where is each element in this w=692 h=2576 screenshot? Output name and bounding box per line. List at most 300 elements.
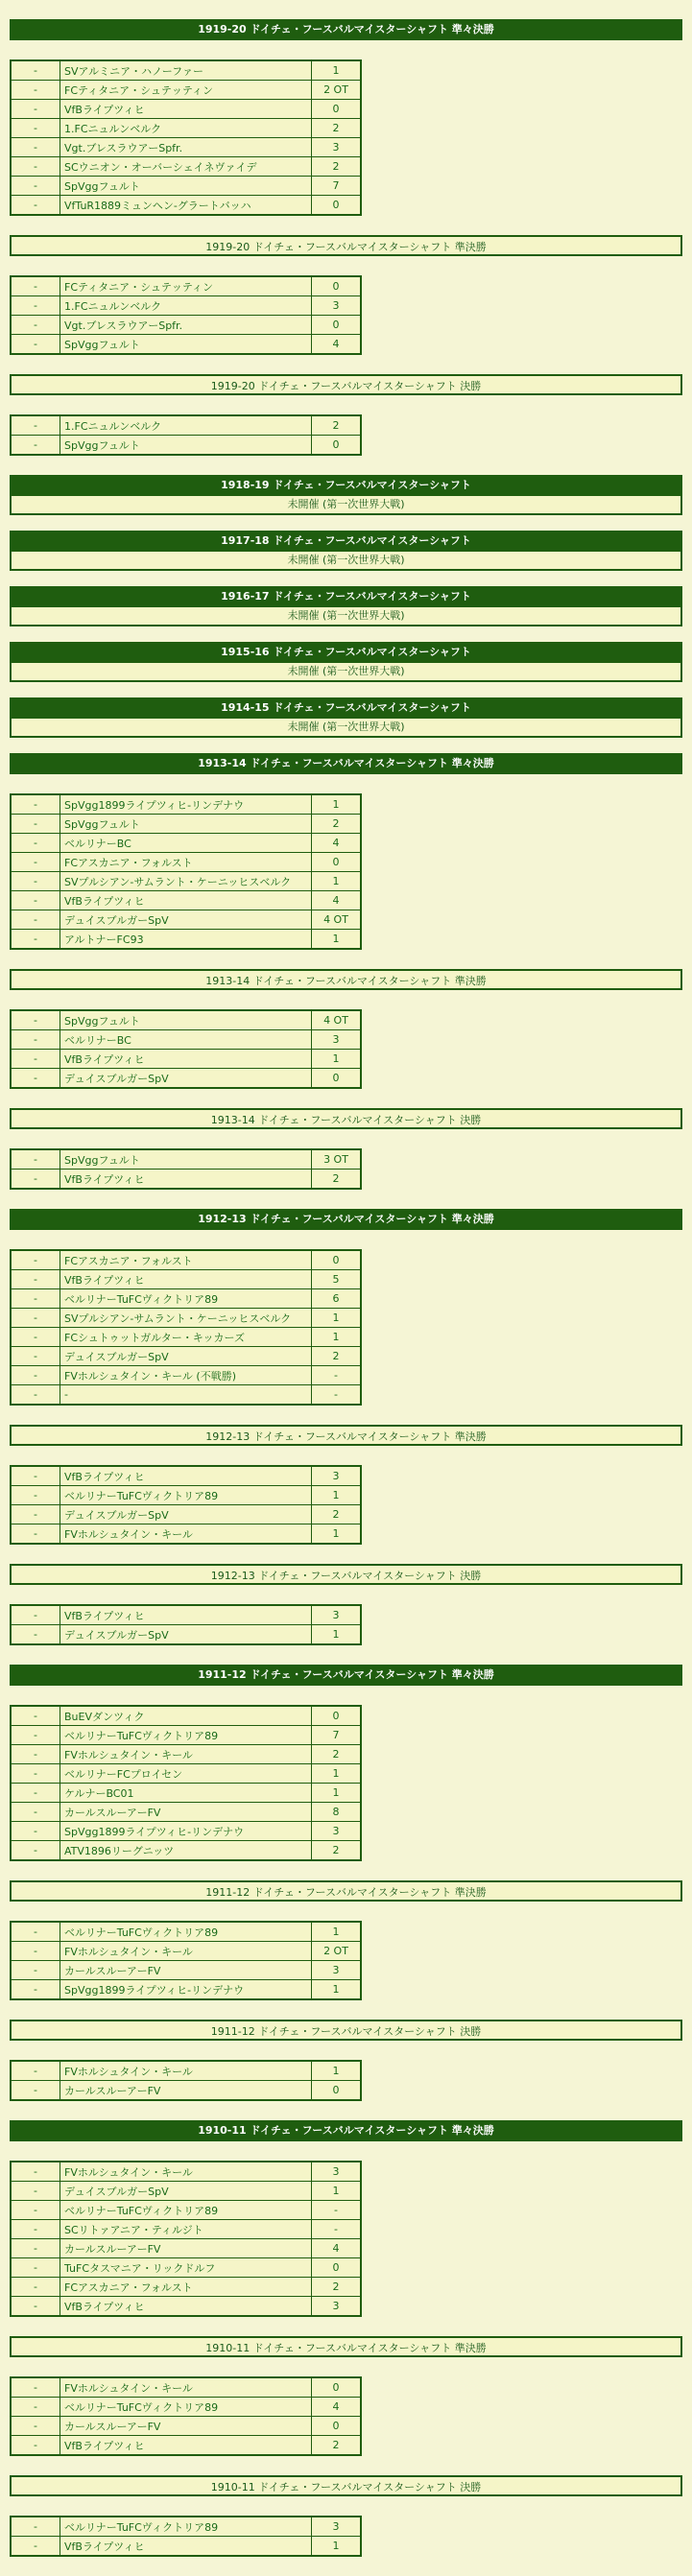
table-row xyxy=(11,1270,361,1289)
match-date: - xyxy=(11,1961,60,1980)
team-name: FVホルシュタイン・キール xyxy=(60,1942,312,1961)
match-date: - xyxy=(11,1149,60,1170)
score: 2 xyxy=(332,1172,340,1185)
score: 1 xyxy=(332,1527,340,1540)
team-name: デュイスブルガーSpV xyxy=(60,1347,312,1366)
team-name: FVホルシュタイン・キール xyxy=(60,1524,312,1545)
table-row xyxy=(11,60,361,81)
match-table xyxy=(10,2060,362,2101)
match-date: - xyxy=(11,1841,60,1861)
table-row xyxy=(11,2517,361,2537)
score: 1 xyxy=(312,1309,362,1328)
match-table xyxy=(10,1921,362,2000)
table-row xyxy=(11,815,361,834)
score: 4 xyxy=(312,834,362,853)
score: 0 xyxy=(312,853,362,872)
match-date: - xyxy=(11,1347,60,1366)
table-row xyxy=(11,1170,361,1190)
team-name: カールスルーアーFV xyxy=(60,2417,312,2436)
score: 0 xyxy=(312,316,362,335)
match-table xyxy=(10,59,362,216)
score: 3 xyxy=(312,1466,362,1486)
table-row xyxy=(11,196,361,216)
team-name: FCティタニア・シュテッティン xyxy=(60,276,312,296)
team-name: 1.FCニュルンベルク xyxy=(60,119,312,138)
score: - xyxy=(312,1366,362,1385)
team-name: FCアスカニア・フォルスト xyxy=(60,1250,312,1270)
section-title: 1912-13 ドイチェ・フースバルマイスターシャフト 決勝 xyxy=(10,1564,682,1585)
section-title: 1910-11 ドイチェ・フースバルマイスターシャフト 準決勝 xyxy=(10,2336,682,2357)
score: 1 xyxy=(312,1050,362,1069)
match-date: - xyxy=(11,1289,60,1309)
score: 7 xyxy=(312,177,362,196)
match-date: - xyxy=(11,1030,60,1050)
team-name: Vgt.ブレスラウアーSpfr. xyxy=(60,138,312,157)
table-row xyxy=(11,1366,361,1385)
table-row xyxy=(11,276,361,296)
score: 3 xyxy=(332,2300,340,2312)
season-section xyxy=(0,2120,692,2317)
team-name: VfBライプツィヒ xyxy=(60,2436,312,2456)
match-date: - xyxy=(11,436,60,456)
table-row xyxy=(11,2537,361,2557)
team-name: FVホルシュタイン・キール xyxy=(60,1745,312,1764)
score: 0 xyxy=(312,2258,362,2278)
table-row xyxy=(11,1605,361,1625)
team-name: カールスルーアーFV xyxy=(60,1961,312,1980)
table-row xyxy=(11,316,361,335)
match-date: - xyxy=(11,2417,60,2436)
team-name: デュイスブルガーSpV xyxy=(60,1505,312,1524)
season-section xyxy=(0,19,692,216)
team-name: VfBライプツィヒ xyxy=(60,2537,312,2557)
team-name: FCシュトゥットガルター・キッカーズ xyxy=(60,1328,312,1347)
team-name: SpVggフュルト xyxy=(60,815,312,834)
match-date: - xyxy=(11,794,60,815)
table-row xyxy=(11,436,361,456)
season-section xyxy=(0,1880,692,2000)
not-held-note: 未開催 (第一次世界大戦) xyxy=(10,719,682,738)
match-date: - xyxy=(11,2297,60,2317)
section-title: 1910-11 ドイチェ・フースバルマイスターシャフト 決勝 xyxy=(10,2475,682,2496)
table-row xyxy=(11,2061,361,2081)
season-section xyxy=(0,374,692,456)
score: 2 xyxy=(332,2439,340,2451)
team-name: FCアスカニア・フォルスト xyxy=(60,853,312,872)
match-date: - xyxy=(11,1524,60,1545)
section-title: 1912-13 ドイチェ・フースバルマイスターシャフト 準々決勝 xyxy=(10,1209,682,1230)
match-date: - xyxy=(11,891,60,910)
table-row xyxy=(11,891,361,910)
score: 1 xyxy=(312,60,362,81)
match-table xyxy=(10,414,362,456)
match-table xyxy=(10,275,362,355)
match-date: - xyxy=(11,910,60,930)
match-table xyxy=(10,1148,362,1190)
table-row xyxy=(11,2417,361,2436)
table-row xyxy=(11,1505,361,1524)
match-date: - xyxy=(11,1726,60,1745)
section-title: 1913-14 ドイチェ・フースバルマイスターシャフト 決勝 xyxy=(10,1108,682,1129)
season-section xyxy=(0,1108,692,1190)
team-name: VfBライプツィヒ xyxy=(60,2297,312,2317)
table-row xyxy=(11,100,361,119)
match-date: - xyxy=(11,2201,60,2220)
score: 0 xyxy=(332,1072,340,1084)
table-row xyxy=(11,1149,361,1170)
score: 3 OT xyxy=(312,1149,362,1170)
table-row xyxy=(11,872,361,891)
score: 4 OT xyxy=(312,910,362,930)
table-row xyxy=(11,1942,361,1961)
season-section xyxy=(0,475,692,515)
match-date: - xyxy=(11,2081,60,2101)
score: 5 xyxy=(312,1270,362,1289)
table-row xyxy=(11,1822,361,1841)
team-name: TuFCタスマニア・リックドルフ xyxy=(60,2258,312,2278)
score: 0 xyxy=(332,438,340,451)
table-row xyxy=(11,1466,361,1486)
team-name: SpVggフュルト xyxy=(60,436,312,456)
match-date: - xyxy=(11,316,60,335)
table-row xyxy=(11,1030,361,1050)
match-date: - xyxy=(11,1050,60,1069)
table-row xyxy=(11,177,361,196)
section-title: 1919-20 ドイチェ・フースバルマイスターシャフト 準々決勝 xyxy=(10,19,682,40)
match-date: - xyxy=(11,1625,60,1645)
table-row xyxy=(11,1726,361,1745)
table-row xyxy=(11,1706,361,1726)
team-name: ベルリナーTuFCヴィクトリア89 xyxy=(60,2517,312,2537)
table-row xyxy=(11,2436,361,2456)
score: 7 xyxy=(312,1726,362,1745)
match-date: - xyxy=(11,1385,60,1406)
team-name: SpVgg1899ライプツィヒ-リンデナウ xyxy=(60,794,312,815)
section-title: 1911-12 ドイチェ・フースバルマイスターシャフト 準々決勝 xyxy=(10,1665,682,1686)
score: 0 xyxy=(312,276,362,296)
team-name: ベルリナーBC xyxy=(60,834,312,853)
score: 8 xyxy=(312,1803,362,1822)
match-date: - xyxy=(11,1309,60,1328)
match-date: - xyxy=(11,2220,60,2239)
team-name: VfBライプツィヒ xyxy=(60,1605,312,1625)
section-title: 1911-12 ドイチェ・フースバルマイスターシャフト 準決勝 xyxy=(10,1880,682,1902)
team-name: SpVgg1899ライプツィヒ-リンデナウ xyxy=(60,1980,312,2000)
table-row xyxy=(11,1961,361,1980)
table-row xyxy=(11,2239,361,2258)
season-section xyxy=(0,2020,692,2101)
section-title: 1916-17 ドイチェ・フースバルマイスターシャフト xyxy=(10,586,682,607)
table-row xyxy=(11,296,361,316)
score: 1 xyxy=(312,794,362,815)
match-date: - xyxy=(11,1486,60,1505)
team-name: FVホルシュタイン・キール xyxy=(60,2061,312,2081)
match-date: - xyxy=(11,296,60,316)
section-title: 1919-20 ドイチェ・フースバルマイスターシャフト 決勝 xyxy=(10,374,682,395)
score: 3 xyxy=(312,138,362,157)
match-date: - xyxy=(11,2517,60,2537)
not-held-note: 未開催 (第一次世界大戦) xyxy=(10,496,682,515)
section-title: 1912-13 ドイチェ・フースバルマイスターシャフト 準決勝 xyxy=(10,1425,682,1446)
team-name: Vgt.ブレスラウアーSpfr. xyxy=(60,316,312,335)
match-date: - xyxy=(11,1803,60,1822)
team-name: SpVggフュルト xyxy=(60,335,312,355)
section-title: 1914-15 ドイチェ・フースバルマイスターシャフト xyxy=(10,697,682,719)
section-title: 1915-16 ドイチェ・フースバルマイスターシャフト xyxy=(10,642,682,663)
score: 4 xyxy=(332,338,340,350)
match-date: - xyxy=(11,1784,60,1803)
score: 4 xyxy=(312,2239,362,2258)
season-section xyxy=(0,235,692,355)
team-name: ベルリナーTuFCヴィクトリア89 xyxy=(60,2201,312,2220)
team-name: デュイスブルガーSpV xyxy=(60,1625,312,1645)
table-row xyxy=(11,2220,361,2239)
match-date: - xyxy=(11,2239,60,2258)
team-name: ベルリナーTuFCヴィクトリア89 xyxy=(60,1486,312,1505)
match-date: - xyxy=(11,1706,60,1726)
table-row xyxy=(11,853,361,872)
team-name: - xyxy=(60,1385,312,1406)
team-name: 1.FCニュルンベルク xyxy=(60,415,312,436)
score: 0 xyxy=(332,199,340,211)
score: 3 xyxy=(312,1961,362,1980)
score: 4 xyxy=(312,891,362,910)
score: 2 xyxy=(312,1745,362,1764)
table-row xyxy=(11,1050,361,1069)
score: 1 xyxy=(332,1983,340,1996)
match-date: - xyxy=(11,2398,60,2417)
section-title: 1919-20 ドイチェ・フースバルマイスターシャフト 準決勝 xyxy=(10,235,682,256)
team-name: SpVggフュルト xyxy=(60,1010,312,1030)
score: 1 xyxy=(312,1764,362,1784)
table-row xyxy=(11,1922,361,1942)
match-table xyxy=(10,793,362,950)
match-date: - xyxy=(11,60,60,81)
score: 2 OT xyxy=(312,81,362,100)
match-table xyxy=(10,2516,362,2557)
table-row xyxy=(11,834,361,853)
team-name: VfBライプツィヒ xyxy=(60,1050,312,1069)
score: 6 xyxy=(312,1289,362,1309)
team-name: アルトナーFC93 xyxy=(60,930,312,950)
score: 0 xyxy=(312,2377,362,2398)
team-name: VfBライプツィヒ xyxy=(60,1270,312,1289)
team-name: ATV1896リーグニッツ xyxy=(60,1841,312,1861)
table-row xyxy=(11,1625,361,1645)
table-row xyxy=(11,335,361,355)
team-name: ベルリナーFCプロイセン xyxy=(60,1764,312,1784)
match-date: - xyxy=(11,1922,60,1942)
not-held-note: 未開催 (第一次世界大戦) xyxy=(10,552,682,571)
team-name: FVホルシュタイン・キール (不戦勝) xyxy=(60,1366,312,1385)
match-date: - xyxy=(11,1170,60,1190)
score: 0 xyxy=(332,2084,340,2096)
score: 1 xyxy=(312,2061,362,2081)
match-date: - xyxy=(11,196,60,216)
team-name: SpVggフュルト xyxy=(60,177,312,196)
match-date: - xyxy=(11,853,60,872)
score: 2 xyxy=(312,1505,362,1524)
table-row xyxy=(11,157,361,177)
team-name: デュイスブルガーSpV xyxy=(60,1069,312,1089)
score: 3 xyxy=(312,1822,362,1841)
team-name: VfBライプツィヒ xyxy=(60,1466,312,1486)
match-date: - xyxy=(11,1010,60,1030)
match-date: - xyxy=(11,1605,60,1625)
season-section xyxy=(0,697,692,738)
table-row xyxy=(11,1289,361,1309)
section-title: 1917-18 ドイチェ・フースバルマイスターシャフト xyxy=(10,531,682,552)
team-name: ベルリナーTuFCヴィクトリア89 xyxy=(60,2398,312,2417)
team-name: カールスルーアーFV xyxy=(60,2239,312,2258)
table-row xyxy=(11,2377,361,2398)
match-date: - xyxy=(11,157,60,177)
score: 0 xyxy=(312,1250,362,1270)
match-date: - xyxy=(11,930,60,950)
match-date: - xyxy=(11,872,60,891)
match-date: - xyxy=(11,81,60,100)
match-date: - xyxy=(11,815,60,834)
score: 2 xyxy=(312,1347,362,1366)
match-date: - xyxy=(11,1250,60,1270)
score: 4 OT xyxy=(312,1010,362,1030)
score: 0 xyxy=(312,1706,362,1726)
table-row xyxy=(11,1486,361,1505)
score: 3 xyxy=(312,2517,362,2537)
season-section xyxy=(0,2336,692,2456)
team-name: VfBライプツィヒ xyxy=(60,100,312,119)
table-row xyxy=(11,1010,361,1030)
table-row xyxy=(11,2398,361,2417)
table-row xyxy=(11,1385,361,1406)
match-date: - xyxy=(11,100,60,119)
season-section xyxy=(0,1564,692,1645)
score: - xyxy=(312,2201,362,2220)
match-date: - xyxy=(11,1328,60,1347)
score: 0 xyxy=(312,2417,362,2436)
season-section xyxy=(0,1209,692,1406)
match-date: - xyxy=(11,1466,60,1486)
score: 2 xyxy=(312,2278,362,2297)
table-row xyxy=(11,119,361,138)
match-table xyxy=(10,1009,362,1089)
match-table xyxy=(10,1604,362,1645)
season-section xyxy=(0,531,692,571)
match-date: - xyxy=(11,119,60,138)
score: 2 xyxy=(312,119,362,138)
team-name: VfBライプツィヒ xyxy=(60,1170,312,1190)
table-row xyxy=(11,1309,361,1328)
match-date: - xyxy=(11,1366,60,1385)
match-date: - xyxy=(11,415,60,436)
match-date: - xyxy=(11,2162,60,2182)
team-name: SCリトァアニア・ティルジト xyxy=(60,2220,312,2239)
team-name: ベルリナーTuFCヴィクトリア89 xyxy=(60,1726,312,1745)
team-name: ベルリナーBC xyxy=(60,1030,312,1050)
team-name: デュイスブルガーSpV xyxy=(60,2182,312,2201)
score: - xyxy=(334,1388,338,1401)
section-title: 1913-14 ドイチェ・フースバルマイスターシャフト 準決勝 xyxy=(10,969,682,990)
match-date: - xyxy=(11,2377,60,2398)
team-name: FVホルシュタイン・キール xyxy=(60,2162,312,2182)
team-name: FVホルシュタイン・キール xyxy=(60,2377,312,2398)
match-table xyxy=(10,2161,362,2317)
team-name: FCアスカニア・フォルスト xyxy=(60,2278,312,2297)
table-row xyxy=(11,415,361,436)
match-date: - xyxy=(11,2258,60,2278)
score: 3 xyxy=(312,1030,362,1050)
team-name: VfTuR1889ミュンヘン-グラートバッハ xyxy=(60,196,312,216)
score: 2 xyxy=(312,157,362,177)
not-held-note: 未開催 (第一次世界大戦) xyxy=(10,663,682,682)
season-section xyxy=(0,642,692,682)
score: 1 xyxy=(312,2182,362,2201)
match-table xyxy=(10,1249,362,1406)
score: 3 xyxy=(312,296,362,316)
score: 2 xyxy=(312,415,362,436)
not-held-note: 未開催 (第一次世界大戦) xyxy=(10,607,682,626)
team-name: ベルリナーTuFCヴィクトリア89 xyxy=(60,1922,312,1942)
table-row xyxy=(11,930,361,950)
table-row xyxy=(11,1745,361,1764)
match-date: - xyxy=(11,834,60,853)
table-row xyxy=(11,1328,361,1347)
match-date: - xyxy=(11,2436,60,2456)
score: 0 xyxy=(312,100,362,119)
score: 4 xyxy=(312,2398,362,2417)
match-date: - xyxy=(11,1822,60,1841)
table-row xyxy=(11,2081,361,2101)
section-title: 1913-14 ドイチェ・フースバルマイスターシャフト 準々決勝 xyxy=(10,753,682,774)
table-row xyxy=(11,2201,361,2220)
score: 1 xyxy=(312,1486,362,1505)
team-name: SpVgg1899ライプツィヒ-リンデナウ xyxy=(60,1822,312,1841)
table-row xyxy=(11,910,361,930)
team-name: カールスルーアーFV xyxy=(60,1803,312,1822)
score: 1 xyxy=(312,1328,362,1347)
table-row xyxy=(11,2278,361,2297)
match-date: - xyxy=(11,2182,60,2201)
season-section xyxy=(0,586,692,626)
score: 1 xyxy=(312,1784,362,1803)
table-row xyxy=(11,1784,361,1803)
season-section xyxy=(0,969,692,1089)
match-date: - xyxy=(11,2278,60,2297)
score: 3 xyxy=(312,2162,362,2182)
match-table xyxy=(10,2376,362,2456)
match-table xyxy=(10,1465,362,1545)
match-table xyxy=(10,1705,362,1861)
team-name: SpVggフュルト xyxy=(60,1149,312,1170)
table-row xyxy=(11,1524,361,1545)
score: 1 xyxy=(332,2540,340,2552)
score: 1 xyxy=(332,933,340,945)
table-row xyxy=(11,2297,361,2317)
score: 3 xyxy=(312,1605,362,1625)
table-row xyxy=(11,1764,361,1784)
section-title: 1911-12 ドイチェ・フースバルマイスターシャフト 決勝 xyxy=(10,2020,682,2041)
score: 2 xyxy=(312,815,362,834)
team-name: SVプルシアン-サムラント・ケーニッヒスベルク xyxy=(60,1309,312,1328)
team-name: ケルナーBC01 xyxy=(60,1784,312,1803)
table-row xyxy=(11,1250,361,1270)
score: 1 xyxy=(332,1628,340,1641)
team-name: SVプルシアン-サムラント・ケーニッヒスベルク xyxy=(60,872,312,891)
table-row xyxy=(11,794,361,815)
match-date: - xyxy=(11,335,60,355)
team-name: BuEVダンツィク xyxy=(60,1706,312,1726)
table-row xyxy=(11,1841,361,1861)
